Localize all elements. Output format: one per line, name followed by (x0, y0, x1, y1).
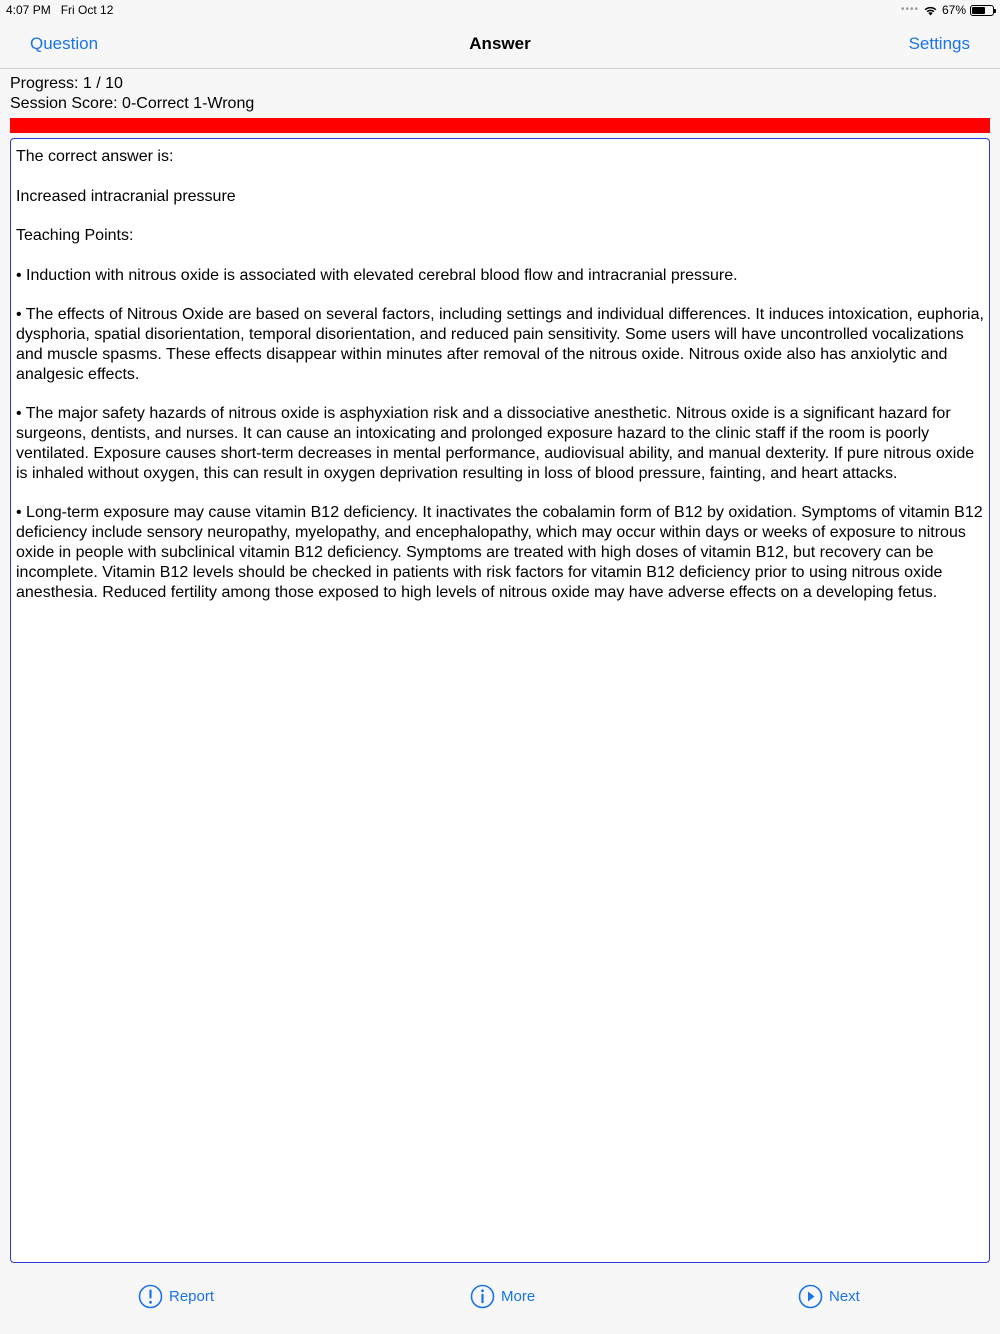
report-label: Report (169, 1288, 215, 1305)
status-left (6, 0, 113, 20)
score-progress-bar (10, 118, 990, 133)
question-button[interactable]: Question (30, 34, 99, 53)
next-label: Next (829, 1288, 860, 1305)
answer-text-area[interactable] (10, 138, 990, 1263)
bottom-toolbar (0, 1268, 1000, 1334)
navigation-bar (0, 20, 1000, 69)
wifi-icon (923, 5, 938, 16)
teaching-point: • Long-term exposure may cause vitamin B12 deficiency. It inactivates the cobalamin form of B12 by oxidation. Symptoms of vitamin B12 deficiency include sensory neuropathy, myelopathy, and encephalopathy, which may occur within days or weeks of exposure to nitrous oxide in people with subclinical vitamin B12 deficiency. Symptoms are treated with high doses of vitamin B12, but recovery can be incomplete. Vitamin B12 levels should be checked in patients with risk factors for vitamin B12 deficiency prior to using nitrous oxide anesthesia. Reduced fertility among those exposed to high levels of nitrous oxide may have adverse effects on a developing fetus. (16, 504, 983, 601)
more-button[interactable] (470, 1284, 535, 1309)
battery-fill (972, 7, 985, 14)
info-circle-icon (470, 1284, 495, 1309)
status-date: Fri Oct 12 (60, 3, 114, 17)
session-score: Session Score: 0-Correct 1-Wrong (10, 95, 255, 112)
status-time: 4:07 PM (6, 3, 51, 17)
teaching-point: • Induction with nitrous oxide is associated with elevated cerebral blood flow and intracranial pressure. (16, 266, 738, 284)
signal-dots-icon: •••• (900, 4, 919, 15)
teaching-points-header: Teaching Points: (16, 227, 134, 245)
progress-text: Progress: 1 / 10 (10, 75, 123, 92)
exclamation-circle-icon (138, 1284, 163, 1309)
report-button[interactable] (138, 1284, 214, 1309)
battery-percent: 67% (941, 3, 966, 17)
next-button[interactable] (798, 1284, 860, 1309)
play-circle-icon (798, 1284, 823, 1309)
progress-info (10, 74, 254, 114)
battery-icon (970, 5, 994, 16)
teaching-point: • The major safety hazards of nitrous oxide is asphyxiation risk and a dissociative anesthetic. Nitrous oxide is a significant hazard for surgeons, dentists, and nurses. It can cause an intoxicating and prolonged exposure hazard to the clinic staff if the room is poorly ventilated. Exposure causes short-term decreases in mental performance, audiovisual ability, and manual dexterity. If pure nitrous oxide is inhaled without oxygen, this can result in oxygen deprivation resulting in loss of blood pressure, fainting, and heart attacks. (16, 405, 975, 482)
more-label: More (501, 1288, 536, 1305)
teaching-point: • The effects of Nitrous Oxide are based on several factors, including settings and individual differences. It induces intoxication, euphoria, dysphoria, spatial disorientation, temporal disorientation, and reduced pain sensitivity. Some users will have uncontrolled vocalizations and muscle spasms. These effects disappear within minutes after removal of the nitrous oxide. Nitrous oxide also has anxiolytic and analgesic effects. (16, 306, 984, 383)
score-progress-fill (10, 118, 990, 133)
settings-button[interactable]: Settings (908, 34, 970, 53)
page-title: Answer (469, 34, 531, 53)
correct-answer: Increased intracranial pressure (16, 187, 236, 205)
status-bar (0, 0, 1000, 20)
status-right (901, 0, 994, 20)
answer-intro: The correct answer is: (16, 148, 174, 165)
